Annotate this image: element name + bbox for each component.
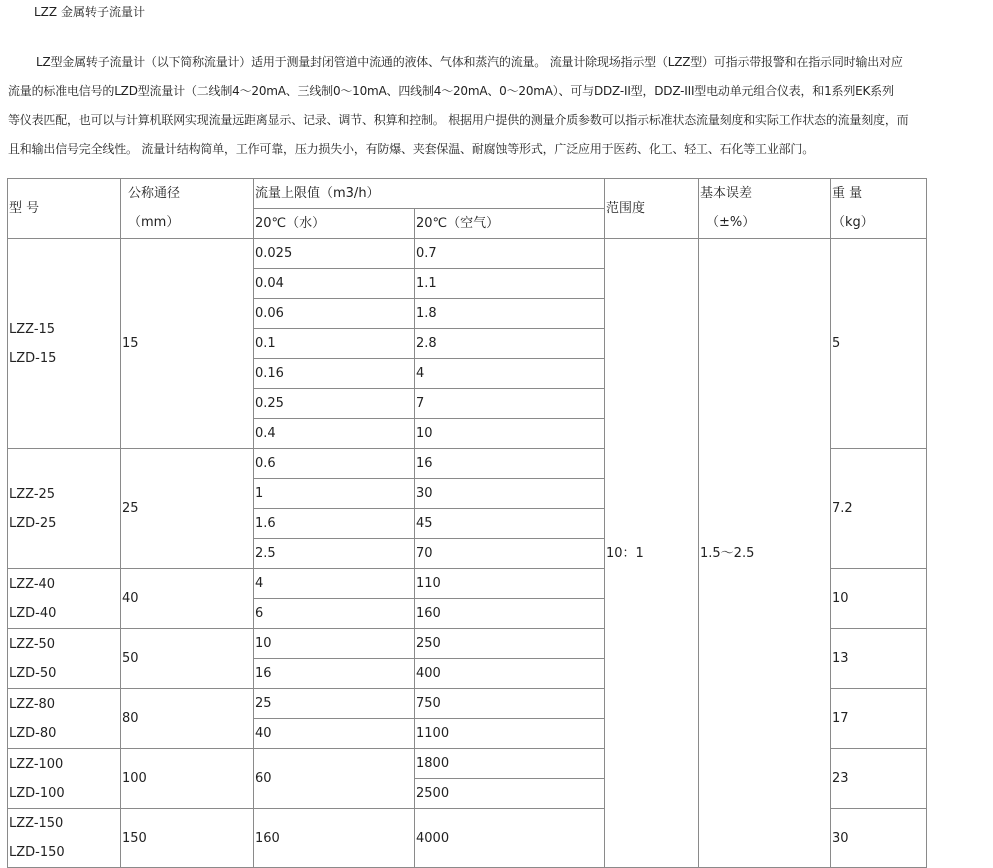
water-flow-cell: 0.6	[254, 449, 415, 479]
air-flow-cell: 400	[415, 659, 605, 689]
diameter-cell: 50	[121, 629, 254, 689]
weight-cell: 10	[831, 569, 927, 629]
diameter-cell: 25	[121, 449, 254, 569]
water-flow-cell: 6	[254, 599, 415, 629]
model-name: LZZ-80	[9, 696, 56, 712]
weight-cell: 17	[831, 689, 927, 749]
air-flow-cell: 70	[415, 539, 605, 569]
page-title: LZZ 金属转子流量计	[34, 5, 145, 19]
diameter-cell: 15	[121, 239, 254, 449]
intro-line: 等仪表匹配，也可以与计算机联网实现流量远距离显示、记录、调节、积算和控制。 根据用户提供的测量介质参数可以指示标准状态流量刻度和实际工作状态的流量刻度，而	[8, 113, 909, 127]
air-flow-cell: 45	[415, 509, 605, 539]
basic-error-cell: 1.5～2.5	[699, 239, 831, 868]
model-name: LZD-50	[9, 665, 57, 681]
diameter-cell: 150	[121, 809, 254, 868]
air-flow-cell: 1800	[415, 749, 605, 779]
model-cell	[8, 809, 121, 868]
model-name: LZZ-40	[9, 576, 56, 592]
air-flow-cell: 1.1	[415, 269, 605, 299]
header-basic-error: 基本误差 （±%）	[699, 179, 831, 239]
model-cell	[8, 449, 121, 569]
table-header-row	[8, 179, 927, 209]
model-cell	[8, 689, 121, 749]
model-name: LZD-100	[9, 785, 65, 801]
table-row	[8, 239, 927, 269]
water-flow-cell: 16	[254, 659, 415, 689]
air-flow-cell: 110	[415, 569, 605, 599]
weight-cell: 5	[831, 239, 927, 449]
water-flow-cell: 25	[254, 689, 415, 719]
model-name: LZZ-100	[9, 756, 64, 772]
model-name: LZD-40	[9, 605, 57, 621]
model-name: LZD-15	[9, 350, 57, 366]
air-flow-cell: 4	[415, 359, 605, 389]
water-flow-cell: 1.6	[254, 509, 415, 539]
model-name: LZD-150	[9, 845, 65, 860]
weight-cell: 30	[831, 809, 927, 868]
diameter-cell: 80	[121, 689, 254, 749]
water-flow-cell: 4	[254, 569, 415, 599]
model-cell	[8, 239, 121, 449]
header-model: 型 号	[8, 179, 121, 239]
water-flow-cell: 0.1	[254, 329, 415, 359]
model-name: LZZ-150	[9, 816, 64, 831]
water-flow-cell: 0.04	[254, 269, 415, 299]
model-name: LZZ-15	[9, 321, 56, 337]
model-cell	[8, 629, 121, 689]
air-flow-cell: 750	[415, 689, 605, 719]
air-flow-cell: 0.7	[415, 239, 605, 269]
model-name: LZD-25	[9, 515, 57, 531]
air-flow-cell: 10	[415, 419, 605, 449]
air-flow-cell: 16	[415, 449, 605, 479]
model-name: LZZ-50	[9, 636, 56, 652]
range-ratio-cell: 10：1	[605, 239, 699, 868]
model-cell	[8, 569, 121, 629]
water-flow-cell: 1	[254, 479, 415, 509]
header-nominal-diameter: 公称通径 （mm）	[121, 179, 254, 239]
header-flow-upper-limit: 流量上限值（m3/h）	[254, 179, 605, 209]
header-air: 20℃（空气）	[415, 209, 605, 239]
weight-cell: 13	[831, 629, 927, 689]
water-flow-cell: 0.4	[254, 419, 415, 449]
intro-line: LZ型金属转子流量计（以下简称流量计）适用于测量封闭管道中流通的液体、气体和蒸汽的流量。 流量计除现场指示型（LZZ型）可指示带报警和在指示同时输出对应	[36, 55, 903, 69]
intro-line: 且和输出信号完全线性。 流量计结构简单，工作可靠，压力损失小，有防爆、夹套保温、耐腐蚀等形式，广泛应用于医药、化工、轻工、石化等工业部门。	[8, 142, 815, 156]
water-flow-cell: 2.5	[254, 539, 415, 569]
air-flow-cell: 1100	[415, 719, 605, 749]
header-range-ratio: 范围度	[605, 179, 699, 239]
spec-table-body	[8, 179, 927, 868]
model-cell	[8, 749, 121, 809]
air-flow-cell: 250	[415, 629, 605, 659]
header-water: 20℃（水）	[254, 209, 415, 239]
intro-line: 流量的标准电信号的LZD型流量计（二线制4～20mA、三线制0～10mA、四线制4～20mA、0～20mA）、可与DDZ-II型，DDZ-III型电动单元组合仪表，和1系列EK系列	[8, 84, 894, 98]
water-flow-cell: 10	[254, 629, 415, 659]
water-flow-cell: 0.06	[254, 299, 415, 329]
air-flow-cell: 7	[415, 389, 605, 419]
air-flow-cell: 4000	[415, 809, 605, 868]
water-flow-cell: 40	[254, 719, 415, 749]
air-flow-cell: 160	[415, 599, 605, 629]
air-flow-cell: 2500	[415, 779, 605, 809]
model-name: LZZ-25	[9, 486, 56, 502]
weight-cell: 23	[831, 749, 927, 809]
diameter-cell: 100	[121, 749, 254, 809]
air-flow-cell: 30	[415, 479, 605, 509]
water-flow-cell: 0.025	[254, 239, 415, 269]
water-flow-cell: 160	[254, 809, 415, 868]
header-weight: 重 量 （kg）	[831, 179, 927, 239]
air-flow-cell: 2.8	[415, 329, 605, 359]
water-flow-cell: 0.25	[254, 389, 415, 419]
weight-cell: 7.2	[831, 449, 927, 569]
air-flow-cell: 1.8	[415, 299, 605, 329]
water-flow-cell: 0.16	[254, 359, 415, 389]
model-name: LZD-80	[9, 725, 57, 741]
diameter-cell: 40	[121, 569, 254, 629]
spec-table	[7, 178, 927, 868]
intro-paragraph	[8, 48, 930, 164]
water-flow-cell: 60	[254, 749, 415, 809]
